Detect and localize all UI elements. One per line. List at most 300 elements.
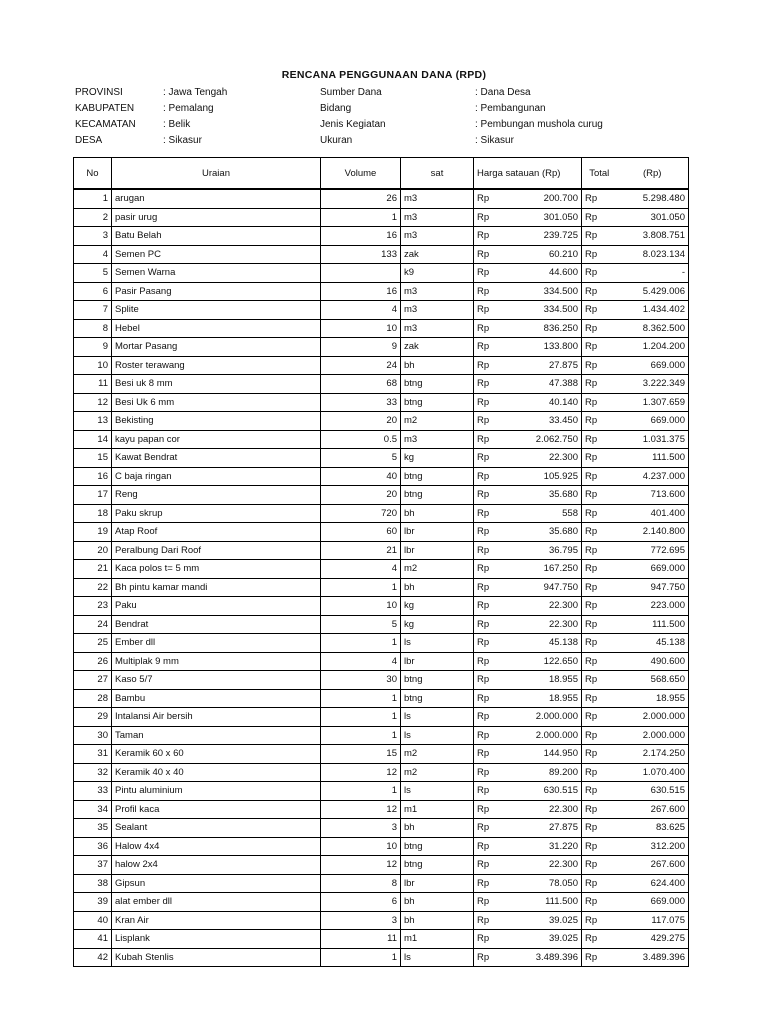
cell-volume: 4 (321, 560, 401, 579)
cell-harga-satuan: 22.300 (511, 615, 582, 634)
cell-uraian: Intalansi Air bersih (112, 708, 321, 727)
cell-total: 947.750 (617, 578, 689, 597)
table-row (74, 504, 689, 523)
header-total: Total (582, 158, 617, 190)
cell-volume: 26 (321, 189, 401, 208)
cell-total-currency: Rp (582, 301, 617, 320)
table-row (74, 449, 689, 468)
cell-volume: 1 (321, 634, 401, 653)
table-row (74, 893, 689, 912)
cell-harga-satuan: 200.700 (511, 189, 582, 208)
cell-uraian: arugan (112, 189, 321, 208)
cell-harga-satuan: 334.500 (511, 282, 582, 301)
cell-total-currency: Rp (582, 449, 617, 468)
cell-harga-currency: Rp (474, 282, 511, 301)
table-row (74, 338, 689, 357)
cell-uraian: Keramik 60 x 60 (112, 745, 321, 764)
cell-harga-currency: Rp (474, 449, 511, 468)
cell-no: 21 (74, 560, 112, 579)
cell-total-currency: Rp (582, 763, 617, 782)
cell-harga-currency: Rp (474, 708, 511, 727)
cell-total-currency: Rp (582, 338, 617, 357)
cell-uraian: Bendrat (112, 615, 321, 634)
cell-volume: 12 (321, 763, 401, 782)
info-value-desa: : Sikasur (163, 135, 202, 146)
cell-satuan: zak (401, 338, 474, 357)
cell-harga-currency: Rp (474, 874, 511, 893)
info-label-kabupaten: KABUPATEN (75, 103, 135, 114)
info-label-bidang: Bidang (320, 103, 352, 114)
header-uraian: Uraian (112, 158, 321, 190)
cell-volume: 1 (321, 208, 401, 227)
cell-total: 669.000 (617, 893, 689, 912)
cell-total-currency: Rp (582, 467, 617, 486)
cell-satuan: kg (401, 597, 474, 616)
cell-total: 8.362.500 (617, 319, 689, 338)
cell-uraian: Halow 4x4 (112, 837, 321, 856)
cell-harga-currency: Rp (474, 375, 511, 394)
cell-satuan: ls (401, 708, 474, 727)
cell-volume: 8 (321, 874, 401, 893)
cell-harga-satuan: 47.388 (511, 375, 582, 394)
cell-harga-currency: Rp (474, 819, 511, 838)
table-body (74, 189, 689, 967)
table-row (74, 726, 689, 745)
cell-total-currency: Rp (582, 689, 617, 708)
cell-harga-satuan: 35.680 (511, 523, 582, 542)
cell-harga-satuan: 33.450 (511, 412, 582, 431)
cell-uraian: Keramik 40 x 40 (112, 763, 321, 782)
cell-total-currency: Rp (582, 541, 617, 560)
cell-total: 1.204.200 (617, 338, 689, 357)
cell-harga-satuan: 27.875 (511, 819, 582, 838)
cell-total: 669.000 (617, 560, 689, 579)
cell-satuan: btng (401, 486, 474, 505)
cell-harga-satuan: 836.250 (511, 319, 582, 338)
table-row (74, 597, 689, 616)
cell-harga-currency: Rp (474, 911, 511, 930)
cell-uraian: Reng (112, 486, 321, 505)
cell-volume: 5 (321, 449, 401, 468)
cell-harga-satuan: 78.050 (511, 874, 582, 893)
table-row (74, 634, 689, 653)
cell-harga-satuan: 22.300 (511, 800, 582, 819)
cell-volume: 10 (321, 319, 401, 338)
cell-satuan: ls (401, 948, 474, 967)
table-row (74, 615, 689, 634)
cell-no: 26 (74, 652, 112, 671)
cell-total-currency: Rp (582, 189, 617, 208)
cell-harga-satuan: 22.300 (511, 856, 582, 875)
cell-total: 2.000.000 (617, 726, 689, 745)
cell-satuan: btng (401, 467, 474, 486)
cell-total: 18.955 (617, 689, 689, 708)
cell-uraian: Profil kaca (112, 800, 321, 819)
cell-satuan: btng (401, 689, 474, 708)
cell-harga-satuan: 2.062.750 (511, 430, 582, 449)
cell-volume: 0.5 (321, 430, 401, 449)
cell-total: 401.400 (617, 504, 689, 523)
cell-satuan: lbr (401, 523, 474, 542)
cell-uraian: Bambu (112, 689, 321, 708)
cell-uraian: Roster terawang (112, 356, 321, 375)
cell-total: 111.500 (617, 615, 689, 634)
cell-total: 301.050 (617, 208, 689, 227)
cell-uraian: Multiplak 9 mm (112, 652, 321, 671)
info-value-bidang: : Pembangunan (475, 103, 546, 114)
cell-satuan: m2 (401, 763, 474, 782)
cell-no: 38 (74, 874, 112, 893)
cell-harga-currency: Rp (474, 930, 511, 949)
cell-volume: 1 (321, 948, 401, 967)
table-row (74, 282, 689, 301)
cell-satuan: m3 (401, 282, 474, 301)
cell-total-currency: Rp (582, 393, 617, 412)
cell-harga-satuan: 44.600 (511, 264, 582, 283)
cell-satuan: m1 (401, 930, 474, 949)
cell-total-currency: Rp (582, 597, 617, 616)
cell-total-currency: Rp (582, 708, 617, 727)
cell-harga-satuan: 36.795 (511, 541, 582, 560)
cell-harga-satuan: 18.955 (511, 671, 582, 690)
cell-no: 4 (74, 245, 112, 264)
cell-harga-currency: Rp (474, 356, 511, 375)
cell-harga-currency: Rp (474, 301, 511, 320)
cell-satuan: bh (401, 356, 474, 375)
cell-total: 2.000.000 (617, 708, 689, 727)
cell-total-currency: Rp (582, 726, 617, 745)
cell-uraian: Besi uk 8 mm (112, 375, 321, 394)
cell-harga-currency: Rp (474, 541, 511, 560)
cell-satuan: btng (401, 393, 474, 412)
cell-total-currency: Rp (582, 430, 617, 449)
cell-uraian: kayu papan cor (112, 430, 321, 449)
cell-no: 36 (74, 837, 112, 856)
cell-total-currency: Rp (582, 634, 617, 653)
cell-harga-currency: Rp (474, 208, 511, 227)
cell-volume: 6 (321, 893, 401, 912)
cell-total-currency: Rp (582, 819, 617, 838)
cell-harga-satuan: 22.300 (511, 597, 582, 616)
cell-satuan: kg (401, 449, 474, 468)
header-no: No (74, 158, 112, 190)
table-row (74, 245, 689, 264)
cell-total: 1.307.659 (617, 393, 689, 412)
cell-harga-satuan: 45.138 (511, 634, 582, 653)
cell-total: 3.222.349 (617, 375, 689, 394)
table-row (74, 523, 689, 542)
cell-total-currency: Rp (582, 911, 617, 930)
cell-uraian: Taman (112, 726, 321, 745)
cell-harga-currency: Rp (474, 763, 511, 782)
cell-harga-currency: Rp (474, 467, 511, 486)
cell-satuan: m1 (401, 800, 474, 819)
cell-volume: 16 (321, 282, 401, 301)
table-row (74, 837, 689, 856)
table-row (74, 208, 689, 227)
table-row (74, 763, 689, 782)
cell-satuan: k9 (401, 264, 474, 283)
cell-no: 33 (74, 782, 112, 801)
cell-uraian: C baja ringan (112, 467, 321, 486)
cell-total: 1.031.375 (617, 430, 689, 449)
cell-total-currency: Rp (582, 375, 617, 394)
cell-harga-currency: Rp (474, 578, 511, 597)
cell-total-currency: Rp (582, 837, 617, 856)
cell-total: 267.600 (617, 856, 689, 875)
cell-total: 568.650 (617, 671, 689, 690)
cell-harga-currency: Rp (474, 523, 511, 542)
cell-satuan: m3 (401, 430, 474, 449)
cell-harga-currency: Rp (474, 634, 511, 653)
cell-total-currency: Rp (582, 948, 617, 967)
cell-harga-satuan: 2.000.000 (511, 726, 582, 745)
cell-total: 2.174.250 (617, 745, 689, 764)
info-value-sumber-dana: : Dana Desa (475, 87, 531, 98)
cell-harga-currency: Rp (474, 227, 511, 246)
cell-harga-satuan: 89.200 (511, 763, 582, 782)
cell-volume: 5 (321, 615, 401, 634)
cell-harga-currency: Rp (474, 652, 511, 671)
cell-no: 6 (74, 282, 112, 301)
cell-satuan: btng (401, 375, 474, 394)
cell-volume: 33 (321, 393, 401, 412)
cell-total: 490.600 (617, 652, 689, 671)
info-label-sumber-dana: Sumber Dana (320, 87, 382, 98)
info-label-desa: DESA (75, 135, 103, 146)
cell-harga-satuan: 167.250 (511, 560, 582, 579)
cell-total: 111.500 (617, 449, 689, 468)
header-total-unit: (Rp) (617, 158, 689, 190)
table-row (74, 356, 689, 375)
cell-volume: 3 (321, 819, 401, 838)
cell-harga-satuan: 558 (511, 504, 582, 523)
cell-harga-currency: Rp (474, 689, 511, 708)
cell-satuan: bh (401, 893, 474, 912)
cell-total: 5.298.480 (617, 189, 689, 208)
cell-volume: 4 (321, 301, 401, 320)
cell-volume: 11 (321, 930, 401, 949)
cell-uraian: Atap Roof (112, 523, 321, 542)
cell-volume: 40 (321, 467, 401, 486)
cell-satuan: btng (401, 856, 474, 875)
cell-no: 30 (74, 726, 112, 745)
cell-volume: 720 (321, 504, 401, 523)
cell-no: 2 (74, 208, 112, 227)
cell-uraian: Sealant (112, 819, 321, 838)
cell-uraian: Paku skrup (112, 504, 321, 523)
cell-total-currency: Rp (582, 578, 617, 597)
cell-no: 23 (74, 597, 112, 616)
document-title: RENCANA PENGGUNAAN DANA (RPD) (281, 69, 487, 81)
cell-volume: 4 (321, 652, 401, 671)
table-row (74, 930, 689, 949)
cell-volume: 133 (321, 245, 401, 264)
table-row (74, 486, 689, 505)
table-row (74, 671, 689, 690)
cell-harga-satuan: 27.875 (511, 356, 582, 375)
cell-total: 4.237.000 (617, 467, 689, 486)
cell-harga-currency: Rp (474, 393, 511, 412)
cell-volume: 15 (321, 745, 401, 764)
cell-volume: 16 (321, 227, 401, 246)
cell-uraian: Lisplank (112, 930, 321, 949)
cell-harga-currency: Rp (474, 800, 511, 819)
cell-no: 34 (74, 800, 112, 819)
cell-harga-currency: Rp (474, 726, 511, 745)
cell-harga-satuan: 122.650 (511, 652, 582, 671)
cell-total: 83.625 (617, 819, 689, 838)
cell-total: 669.000 (617, 356, 689, 375)
cell-harga-currency: Rp (474, 671, 511, 690)
table-header-row (74, 158, 689, 190)
rpd-table (73, 157, 689, 967)
cell-satuan: m2 (401, 560, 474, 579)
cell-harga-satuan: 144.950 (511, 745, 582, 764)
cell-no: 17 (74, 486, 112, 505)
cell-total-currency: Rp (582, 874, 617, 893)
cell-satuan: bh (401, 819, 474, 838)
cell-total-currency: Rp (582, 615, 617, 634)
cell-no: 32 (74, 763, 112, 782)
info-label-ukuran: Ukuran (320, 135, 353, 146)
cell-uraian: Semen Warna (112, 264, 321, 283)
cell-satuan: lbr (401, 652, 474, 671)
cell-total: 2.140.800 (617, 523, 689, 542)
table-row (74, 911, 689, 930)
cell-uraian: Kubah Stenlis (112, 948, 321, 967)
cell-total: - (617, 264, 689, 283)
cell-volume: 1 (321, 726, 401, 745)
cell-volume: 20 (321, 486, 401, 505)
cell-uraian: Kaca polos t= 5 mm (112, 560, 321, 579)
cell-total-currency: Rp (582, 504, 617, 523)
cell-satuan: m3 (401, 301, 474, 320)
cell-total: 8.023.134 (617, 245, 689, 264)
cell-volume: 1 (321, 782, 401, 801)
cell-total-currency: Rp (582, 800, 617, 819)
cell-no: 24 (74, 615, 112, 634)
cell-volume: 30 (321, 671, 401, 690)
cell-harga-satuan: 105.925 (511, 467, 582, 486)
cell-harga-currency: Rp (474, 412, 511, 431)
cell-harga-currency: Rp (474, 782, 511, 801)
cell-total: 3.808.751 (617, 227, 689, 246)
cell-satuan: m3 (401, 189, 474, 208)
cell-harga-satuan: 630.515 (511, 782, 582, 801)
cell-total: 45.138 (617, 634, 689, 653)
cell-satuan: lbr (401, 874, 474, 893)
cell-uraian: Bh pintu kamar mandi (112, 578, 321, 597)
info-label-provinsi: PROVINSI (75, 87, 123, 98)
info-value-ukuran: : Sikasur (475, 135, 514, 146)
cell-harga-satuan: 35.680 (511, 486, 582, 505)
cell-harga-satuan: 39.025 (511, 911, 582, 930)
cell-no: 1 (74, 189, 112, 208)
header-harga-satuan: Harga satauan (Rp) (474, 158, 582, 190)
cell-harga-currency: Rp (474, 430, 511, 449)
cell-harga-currency: Rp (474, 837, 511, 856)
cell-volume: 24 (321, 356, 401, 375)
cell-total: 1.434.402 (617, 301, 689, 320)
cell-uraian: Ember dll (112, 634, 321, 653)
cell-volume: 3 (321, 911, 401, 930)
cell-no: 11 (74, 375, 112, 394)
cell-uraian: Kawat Bendrat (112, 449, 321, 468)
cell-uraian: Batu Belah (112, 227, 321, 246)
cell-harga-currency: Rp (474, 486, 511, 505)
cell-harga-satuan: 2.000.000 (511, 708, 582, 727)
cell-uraian: halow 2x4 (112, 856, 321, 875)
cell-harga-currency: Rp (474, 745, 511, 764)
cell-uraian: Bekisting (112, 412, 321, 431)
cell-no: 15 (74, 449, 112, 468)
cell-volume: 68 (321, 375, 401, 394)
cell-total: 630.515 (617, 782, 689, 801)
cell-harga-satuan: 334.500 (511, 301, 582, 320)
cell-total: 624.400 (617, 874, 689, 893)
cell-harga-satuan: 31.220 (511, 837, 582, 856)
cell-harga-satuan: 947.750 (511, 578, 582, 597)
cell-total-currency: Rp (582, 745, 617, 764)
cell-harga-currency: Rp (474, 856, 511, 875)
cell-no: 5 (74, 264, 112, 283)
cell-total-currency: Rp (582, 782, 617, 801)
cell-uraian: Kaso 5/7 (112, 671, 321, 690)
cell-no: 20 (74, 541, 112, 560)
cell-harga-currency: Rp (474, 560, 511, 579)
cell-volume (321, 264, 401, 283)
cell-total-currency: Rp (582, 208, 617, 227)
table-row (74, 319, 689, 338)
cell-harga-satuan: 133.800 (511, 338, 582, 357)
cell-total: 117.075 (617, 911, 689, 930)
info-label-jenis-kegiatan: Jenis Kegiatan (320, 119, 386, 130)
cell-harga-satuan: 239.725 (511, 227, 582, 246)
cell-uraian: Gipsun (112, 874, 321, 893)
cell-uraian: Splite (112, 301, 321, 320)
cell-satuan: m3 (401, 319, 474, 338)
cell-uraian: Kran Air (112, 911, 321, 930)
info-value-provinsi: : Jawa Tengah (163, 87, 228, 98)
table-row (74, 745, 689, 764)
cell-total-currency: Rp (582, 652, 617, 671)
cell-no: 7 (74, 301, 112, 320)
table-row (74, 856, 689, 875)
cell-uraian: Semen PC (112, 245, 321, 264)
cell-no: 35 (74, 819, 112, 838)
table-row (74, 301, 689, 320)
cell-harga-currency: Rp (474, 504, 511, 523)
cell-no: 3 (74, 227, 112, 246)
cell-total-currency: Rp (582, 245, 617, 264)
cell-total: 267.600 (617, 800, 689, 819)
cell-uraian: Besi Uk 6 mm (112, 393, 321, 412)
cell-no: 28 (74, 689, 112, 708)
header-sat: sat (401, 158, 474, 190)
cell-total-currency: Rp (582, 486, 617, 505)
cell-harga-currency: Rp (474, 597, 511, 616)
cell-volume: 12 (321, 856, 401, 875)
cell-harga-satuan: 301.050 (511, 208, 582, 227)
cell-harga-satuan: 40.140 (511, 393, 582, 412)
table-row (74, 430, 689, 449)
cell-no: 42 (74, 948, 112, 967)
cell-satuan: zak (401, 245, 474, 264)
cell-satuan: btng (401, 837, 474, 856)
cell-harga-currency: Rp (474, 615, 511, 634)
cell-uraian: Peralbung Dari Roof (112, 541, 321, 560)
